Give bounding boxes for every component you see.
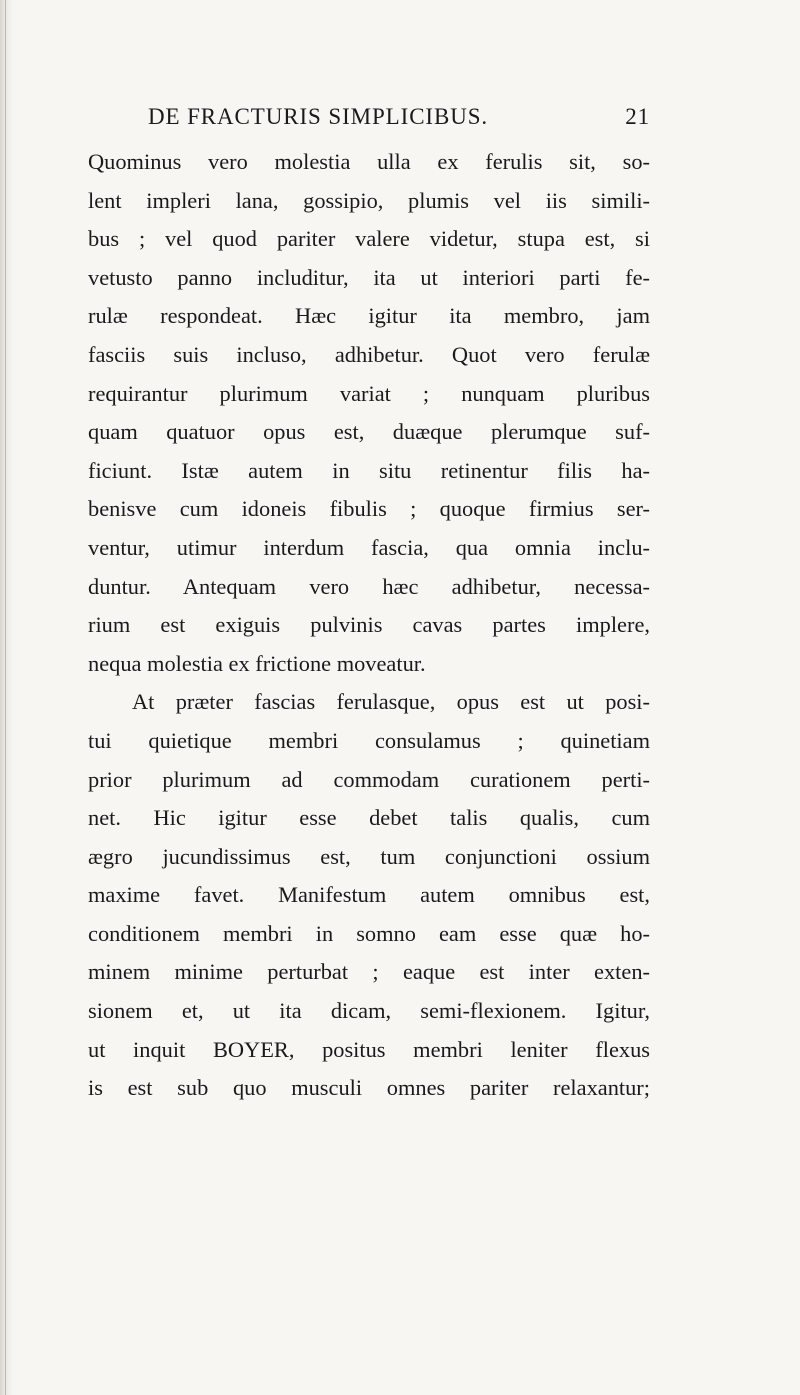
- text-line-6: fasciis suis incluso, adhibetur. Quot vero ferulæ: [88, 341, 650, 367]
- text-line-24: ut inquit BOYER, positus membri leniter flexus: [88, 1036, 650, 1062]
- text-line-9: ficiunt. Istæ autem in situ retinentur filis ha-: [88, 457, 650, 483]
- text-line-17: prior plurimum ad commodam curationem perti-: [88, 766, 650, 792]
- text-line-18: net. Hic igitur esse debet talis qualis, cum: [88, 805, 650, 831]
- body-text: [88, 143, 650, 1108]
- text-line-19: ægro jucundissimus est, tum conjunctioni ossium: [88, 843, 650, 869]
- text-line-23: sionem et, ut ita dicam, semi-flexionem. Igitur,: [88, 998, 650, 1024]
- text-line-22: minem minime perturbat ; eaque est inter exten-: [88, 959, 650, 985]
- text-line-2: lent impleri lana, gossipio, plumis vel iis simili-: [88, 187, 650, 213]
- text-line-16: tui quietique membri consulamus ; quinetiam: [88, 727, 650, 753]
- text-line-4: vetusto panno includitur, ita ut interiori parti fe-: [88, 264, 650, 290]
- text-line-25: is est sub quo musculi omnes pariter relaxantur;: [88, 1075, 650, 1101]
- text-line-8: quam quatuor opus est, duæque plerumque suf-: [88, 419, 650, 445]
- text-line-21: conditionem membri in somno eam esse quæ ho-: [88, 920, 650, 946]
- text-line-11: ventur, utimur interdum fascia, qua omnia inclu-: [88, 534, 650, 560]
- text-line-7: requirantur plurimum variat ; nunquam pluribus: [88, 380, 650, 406]
- text-line-13: rium est exiguis pulvinis cavas partes implere,: [88, 612, 650, 638]
- text-line-12: duntur. Antequam vero hæc adhibetur, necessa-: [88, 573, 650, 599]
- text-line-20: maxime favet. Manifestum autem omnibus est,: [88, 882, 650, 908]
- page-binding-edge: [0, 0, 14, 1395]
- text-line-3: bus ; vel quod pariter valere videtur, stupa est, si: [88, 226, 650, 252]
- text-line-5: rulæ respondeat. Hæc igitur ita membro, jam: [88, 303, 650, 329]
- page-header: [148, 104, 650, 140]
- text-line-14: nequa molestia ex frictione moveatur.: [88, 650, 426, 676]
- page-binding-line: [5, 0, 6, 1395]
- text-line-15: At præter fascias ferulasque, opus est ut posi-: [132, 689, 650, 715]
- text-line-10: benisve cum idoneis fibulis ; quoque firmius ser-: [88, 496, 650, 522]
- text-line-1: Quominus vero molestia ulla ex ferulis sit, so-: [88, 149, 650, 174]
- page-number: 21: [625, 104, 650, 129]
- running-head: DE FRACTURIS SIMPLICIBUS.: [148, 104, 489, 129]
